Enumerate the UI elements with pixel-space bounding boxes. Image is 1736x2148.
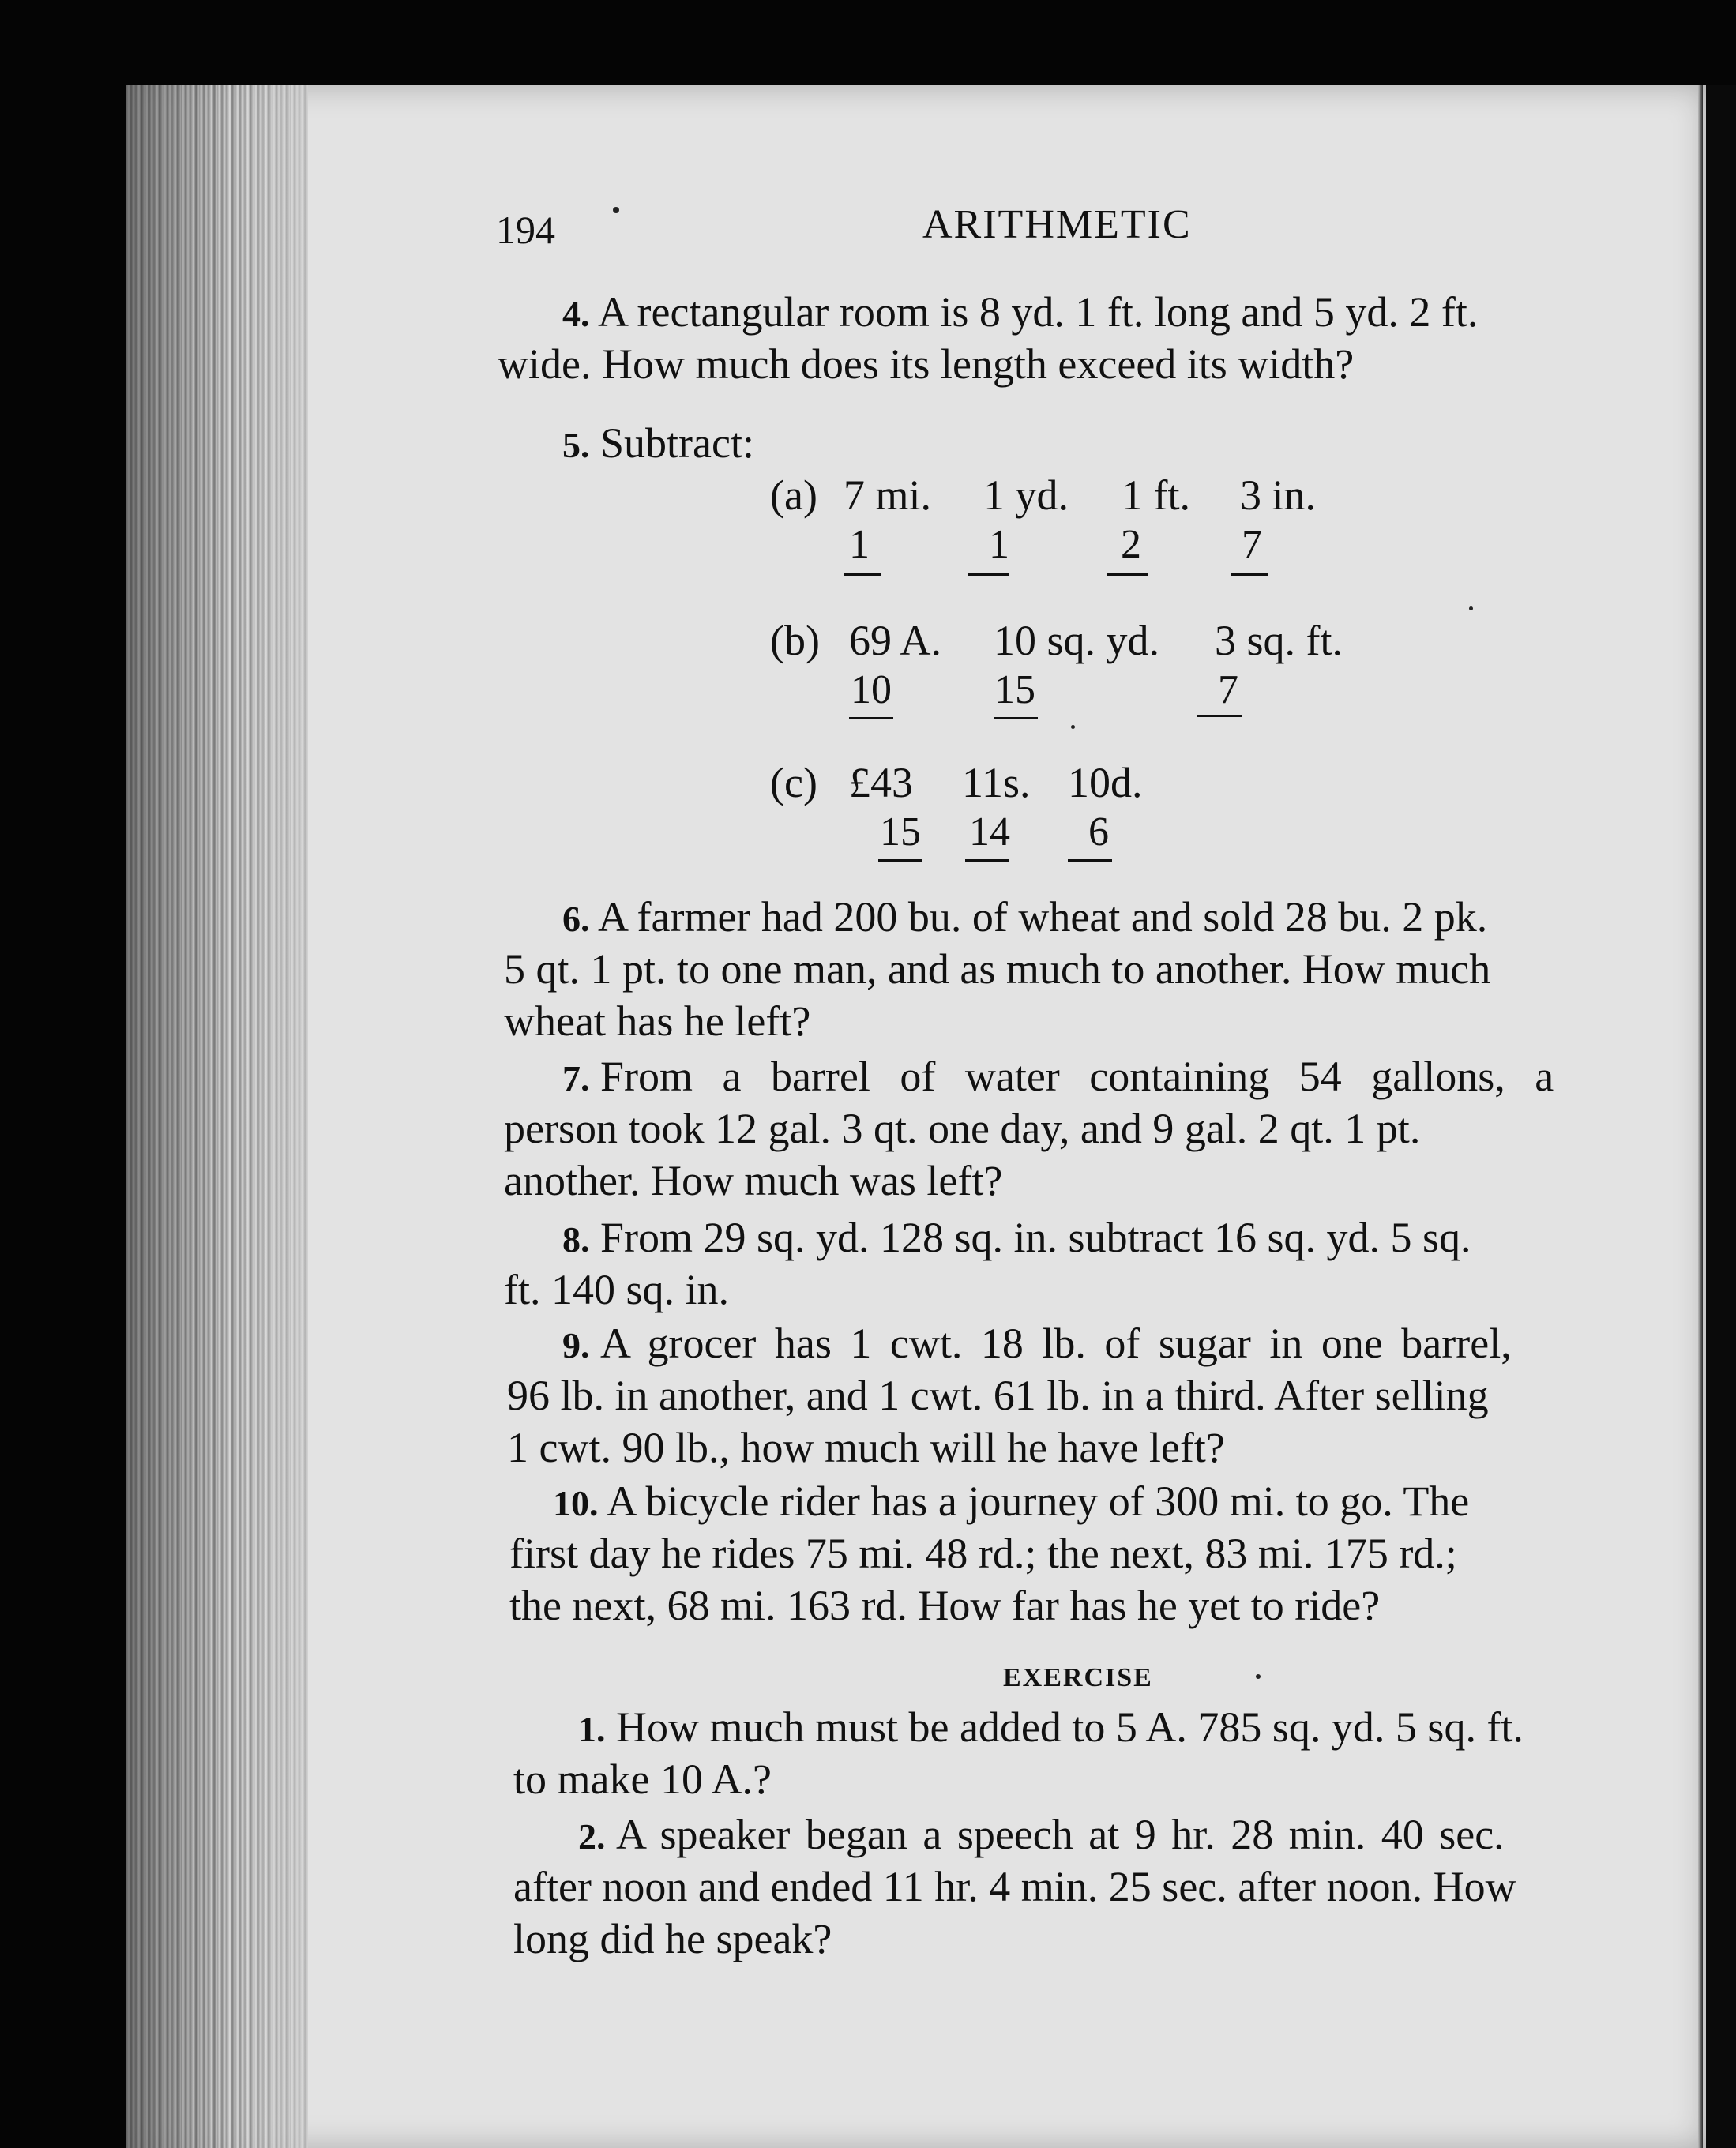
underline <box>849 717 893 719</box>
underline <box>1107 573 1148 576</box>
problem-9-line-2: 96 lb. in another, and 1 cwt. 61 lb. in a third. After selling <box>507 1372 1489 1419</box>
problem-6-line-2: 5 qt. 1 pt. to one man, and as much to another. How much <box>504 945 1491 993</box>
exercise-heading: EXERCISE <box>1003 1663 1153 1692</box>
scan-speck <box>1256 1674 1261 1679</box>
underline <box>968 573 1009 576</box>
underline <box>965 859 1009 862</box>
problem-number: 9. <box>562 1325 590 1365</box>
part-a-bottom-2: 1 <box>989 522 1009 567</box>
part-c-label: (c) <box>770 759 817 806</box>
exercise-1 <box>578 1701 1524 1756</box>
problem-4-line-2: wide. How much does its length exceed its width? <box>498 340 1355 388</box>
part-b-top-1: 69 A. <box>849 617 942 664</box>
problem-8 <box>562 1211 1471 1266</box>
problem-number: 5. <box>562 425 590 465</box>
part-a-bottom-4: 7 <box>1242 522 1262 567</box>
part-a-top-2: 1 yd. <box>983 471 1069 519</box>
problem-text: From 29 sq. yd. 128 sq. in. subtract 16 sq. yd. 5 sq. <box>600 1214 1471 1261</box>
problem-7-line-2: person took 12 gal. 3 qt. one day, and 9 gal. 2 qt. 1 pt. <box>504 1105 1421 1152</box>
scan-speck <box>1469 606 1473 610</box>
part-b-bottom-1: 10 <box>851 667 892 712</box>
problem-8-line-2: ft. 140 sq. in. <box>504 1266 730 1313</box>
part-c-top-1: £43 <box>849 759 913 806</box>
part-a-top-4: 3 in. <box>1240 471 1317 519</box>
problem-10-line-2: first day he rides 75 mi. 48 rd.; the next, 83 mi. 175 rd.; <box>509 1530 1457 1577</box>
exercise-number: 2. <box>578 1816 606 1857</box>
problem-5 <box>562 417 754 471</box>
part-b-top-2: 10 sq. yd. <box>994 617 1160 664</box>
scan-speck <box>1071 725 1075 729</box>
exercise-2-line-2: after noon and ended 11 hr. 4 min. 25 sec. after noon. How <box>513 1863 1516 1910</box>
problem-number: 8. <box>562 1219 590 1260</box>
problem-9-line-3: 1 cwt. 90 lb., how much will he have left? <box>507 1424 1225 1471</box>
part-c-bottom-2: 14 <box>969 809 1010 854</box>
running-title: ARITHMETIC <box>922 202 1192 247</box>
problem-6 <box>562 891 1487 945</box>
part-b-bottom-2: 15 <box>994 667 1035 712</box>
exercise-1-line-2: to make 10 A.? <box>513 1756 772 1803</box>
problem-7-line-3: another. How much was left? <box>504 1157 1003 1204</box>
part-b-bottom-3: 7 <box>1218 667 1238 712</box>
scan-speck <box>613 207 619 213</box>
problem-text: A rectangular room is 8 yd. 1 ft. long and 5 yd. 2 ft. <box>598 288 1479 336</box>
problem-number: 6. <box>562 899 590 939</box>
page-edges <box>126 85 308 2148</box>
problem-text: A bicycle rider has a journey of 300 mi. to go. The <box>607 1478 1470 1525</box>
underline <box>994 717 1038 719</box>
problem-text: A farmer had 200 bu. of wheat and sold 28 bu. 2 pk. <box>598 893 1488 941</box>
underline <box>1197 715 1242 717</box>
part-a-label: (a) <box>770 471 817 519</box>
underline <box>878 859 922 862</box>
part-a-bottom-1: 1 <box>849 522 870 567</box>
part-b-label-text: (b) <box>770 617 820 664</box>
page-number: 194 <box>496 208 555 252</box>
page-gutter <box>1698 85 1703 2148</box>
part-c-bottom-1: 15 <box>880 809 921 854</box>
underline <box>1231 573 1268 576</box>
part-c-top-3: 10d. <box>1068 759 1143 806</box>
exercise-text: A speaker began a speech at 9 hr. 28 min. 40 sec. <box>616 1811 1505 1858</box>
underline <box>844 573 881 576</box>
exercise-2 <box>578 1808 1505 1863</box>
problem-7 <box>562 1050 1554 1105</box>
problem-10 <box>553 1475 1469 1530</box>
problem-text: A grocer has 1 cwt. 18 lb. of sugar in one barrel, <box>600 1320 1512 1367</box>
exercise-number: 1. <box>578 1709 606 1749</box>
part-a-top-1: 7 mi. <box>844 471 932 519</box>
problem-number: 7. <box>562 1058 590 1098</box>
exercise-2-line-3: long did he speak? <box>513 1915 832 1962</box>
part-b-label <box>770 614 820 667</box>
part-c-bottom-3: 6 <box>1088 809 1109 854</box>
part-a-top-3: 1 ft. <box>1122 471 1190 519</box>
problem-text: From a barrel of water containing 54 gallons, a <box>600 1053 1554 1100</box>
exercise-text: How much must be added to 5 A. 785 sq. yd. 5 sq. ft. <box>616 1703 1524 1751</box>
part-a-bottom-3: 2 <box>1121 522 1141 567</box>
scan-border <box>1706 85 1736 2148</box>
problem-number: 10. <box>553 1483 599 1523</box>
part-b-top-3: 3 sq. ft. <box>1215 617 1343 664</box>
problem-9 <box>562 1317 1512 1372</box>
problem-10-line-3: the next, 68 mi. 163 rd. How far has he yet to ride? <box>509 1582 1381 1629</box>
underline <box>1068 859 1112 862</box>
problem-6-line-3: wheat has he left? <box>504 997 811 1045</box>
problem-number: 4. <box>562 294 590 334</box>
problem-4 <box>562 286 1478 340</box>
problem-text: Subtract: <box>600 419 754 467</box>
part-c-top-2: 11s. <box>962 759 1031 806</box>
